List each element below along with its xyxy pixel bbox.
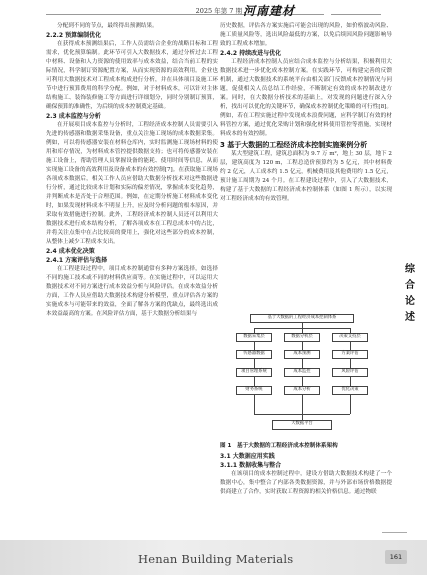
diagram-node: 成本预测 [284, 350, 320, 359]
diagram-layer-box: 数据采集层 [236, 333, 272, 342]
paragraph: 在该项目的成本控制过程中，建设方借助大数据技术构建了一个数据中心，集中整合了内部各类数据资源，并与外部市场价格数据提供商建立了合作，实时获取工程资源的相关价格信息。通过物联 [220, 471, 392, 495]
section-heading: 2.4 成本优化决策 [46, 248, 95, 255]
header-rule-right [331, 14, 381, 15]
diagram-platform-box: 大数据平台 [272, 420, 332, 430]
architecture-diagram [232, 312, 372, 440]
section-heading: 2.4.2 持续改进与优化 [220, 50, 282, 57]
page-footer [0, 540, 427, 575]
diagram-node: 成本监控 [284, 368, 320, 377]
diagram-node: 传感器数据 [236, 350, 272, 359]
right-column-lower [220, 452, 392, 497]
journal-title: 河南建材 [242, 4, 295, 18]
section-side-label [403, 262, 417, 326]
section-heading: 2.3 成本监控与分析 [46, 113, 101, 120]
paragraph: 在开展项目成本监控与分析时，工程经济成本控制人员需要引入先进的传感器和数据采集设备，重点关注施工现场的成本数据采集。例如，可以将传感器安装在材料仓库内，实时监测施工现场材料的使用和库存情况，为材料成本管控提供数据支持；也可将传感器安装在施工设备上，帮助管理人员掌握设备的能耗、使用时间等信息，从而实现施工设备的高效利用及设备成本的有效控制[7]。在获取施工现场各项成本数据后，相关工作人员应借助大数据分析技术对这些数据进行分析，通过比较成本计划和实际的偏差情况，掌握成本变化趋势，并判断成本是否处于合理范围。例如，在定期分析施工材料成本变化时，如果发现材料成本不明显上升，应及时分析问题的根本原因，并采取有效措施进行控制。此外，工程经济成本控制人员还可以利用大数据技术进行成本结构分析，了解各项成本在工程总成本中的占比，并将关注点集中在占比较高的费用上，强化对这些部分的成本控制，从整体上减少工程成本支出。 [46, 122, 218, 245]
diagram-layer-box: 数据分析层 [284, 333, 320, 342]
side-char: 综 [405, 264, 415, 275]
diagram-node: 优化决策 [332, 386, 368, 395]
section-heading: 2.2.2 预算编制优化 [46, 32, 102, 39]
side-char: 论 [405, 296, 415, 307]
issue-label: 2025 年第 7 期 [195, 7, 242, 15]
paragraph: 在工程建设过程中，项目成本控制通常有多种方案选择，如选择不同的施工技术或不同的材料供应商等。在实施过程中，可以运用大数据技术对不同方案进行成本效益分析与风险评估。在成本效益分析方面，工作人员应借助大数据技术构建分析模型，重点评估各方案的实施成本与可能带来的效益，全面了解各方案的优缺点，最终选出成本效益最高的方案。在风险评估方面，基于大数据分析结果与 [46, 266, 218, 317]
diagram-node: 成本分析 [284, 386, 320, 395]
page-rule [382, 532, 407, 533]
page-header [0, 0, 427, 22]
diagram-layer-box: 决策支持层 [332, 333, 368, 342]
diagram-node: 财务系统 [236, 386, 272, 395]
section-heading: 3.1.1 数据收集与整合 [220, 462, 282, 469]
page-number: 161 [385, 550, 407, 564]
side-char: 合 [405, 280, 415, 291]
paragraph: 某大型建筑工程，建筑总面积为 9.7 万 m²，地上 30 层，地下 2 层，建筑高度为 120 m，工程总造价预算约为 5 亿元，其中材料费约 2 亿元，人工成本约 1.5 亿元，机械费用及其他费用约 1.5 亿元，预计施工周期为 24 个月。在工程建设过程中，引入了大数据技术，构建了基于大数据的工程经济成本控制体系（如图 1 所示），以实现对工程经济成本的有效管理。 [220, 151, 392, 202]
figure-caption: 图 1 基于大数据的工程经济成本控制体系架构 [220, 443, 338, 449]
paragraph: 历史数据，评估各方案实施后可能会出现的风险，如价格波动风险、施工质量风险等，选出风险最低的方案，以免后续因风险问题影响导致的工程成本增加。 [220, 23, 392, 47]
section-heading: 3.1 大数据应用实践 [220, 453, 275, 460]
paragraph: 在获得成本预测结果后，工作人员需结合企业的战略目标和工程需求，优化预算编制。此环节可引入大数据技术，通过分析过去工程中材料、设备和人力资源的使用效率与成本效益，结合当前工程的实际情况，科学制订资源配置方案，从而实现资源的高效利用。企业也可利用大数据技术对工程成本构成进行分析，并在具体项目及施工环节中进行预算费用的科学分配。例如，对于材料成本，可以针对主体结构施工、装饰装修施工等方面进行详细划分，同时分别制订预算，确保预算的准确性，为后续的成本控制奠定基础。 [46, 41, 218, 110]
paragraph: 分配到不同的节点，最终得出预测结果。 [57, 23, 158, 29]
right-column [220, 22, 392, 204]
paragraph: 工程经济成本控制人员应结合成本监控与分析结果，积极利用大数据技术进一步优化成本控制方案。在实践环节，可构建完善的反馈机制，通过大数据技术的系统平台由相关部门反馈成本控制情况与问题，促使相关人员总结工作经验，不断制定有效的成本控制改进方案。同时，在大数据分析技术的基础上，对发现的问题进行深入分析，找出可以优化的关键环节，确保成本控制优化策略的可行性[8]。例如，若在工程实施过程中发现成本浪费问题，应科学制订有效的材料管控方案，通过优化采购计划和强化材料使用管控等措施，实现材料成本的有效控制。 [220, 59, 392, 137]
side-char: 述 [405, 312, 415, 323]
section-heading: 3 基于大数据的工程经济成本控制实施案例分析 [220, 141, 368, 149]
left-column [46, 22, 218, 319]
journal-english-title: Henan Building Materials [138, 552, 294, 566]
section-heading: 2.4.1 方案评估与选择 [46, 257, 108, 264]
diagram-node: 方案评估 [332, 350, 368, 359]
diagram-top-box: 基于大数据的工程经济成本控制体系 [250, 314, 354, 323]
diagram-node: 项目管理系统 [236, 368, 272, 377]
diagram-node: 风险评估 [332, 368, 368, 377]
